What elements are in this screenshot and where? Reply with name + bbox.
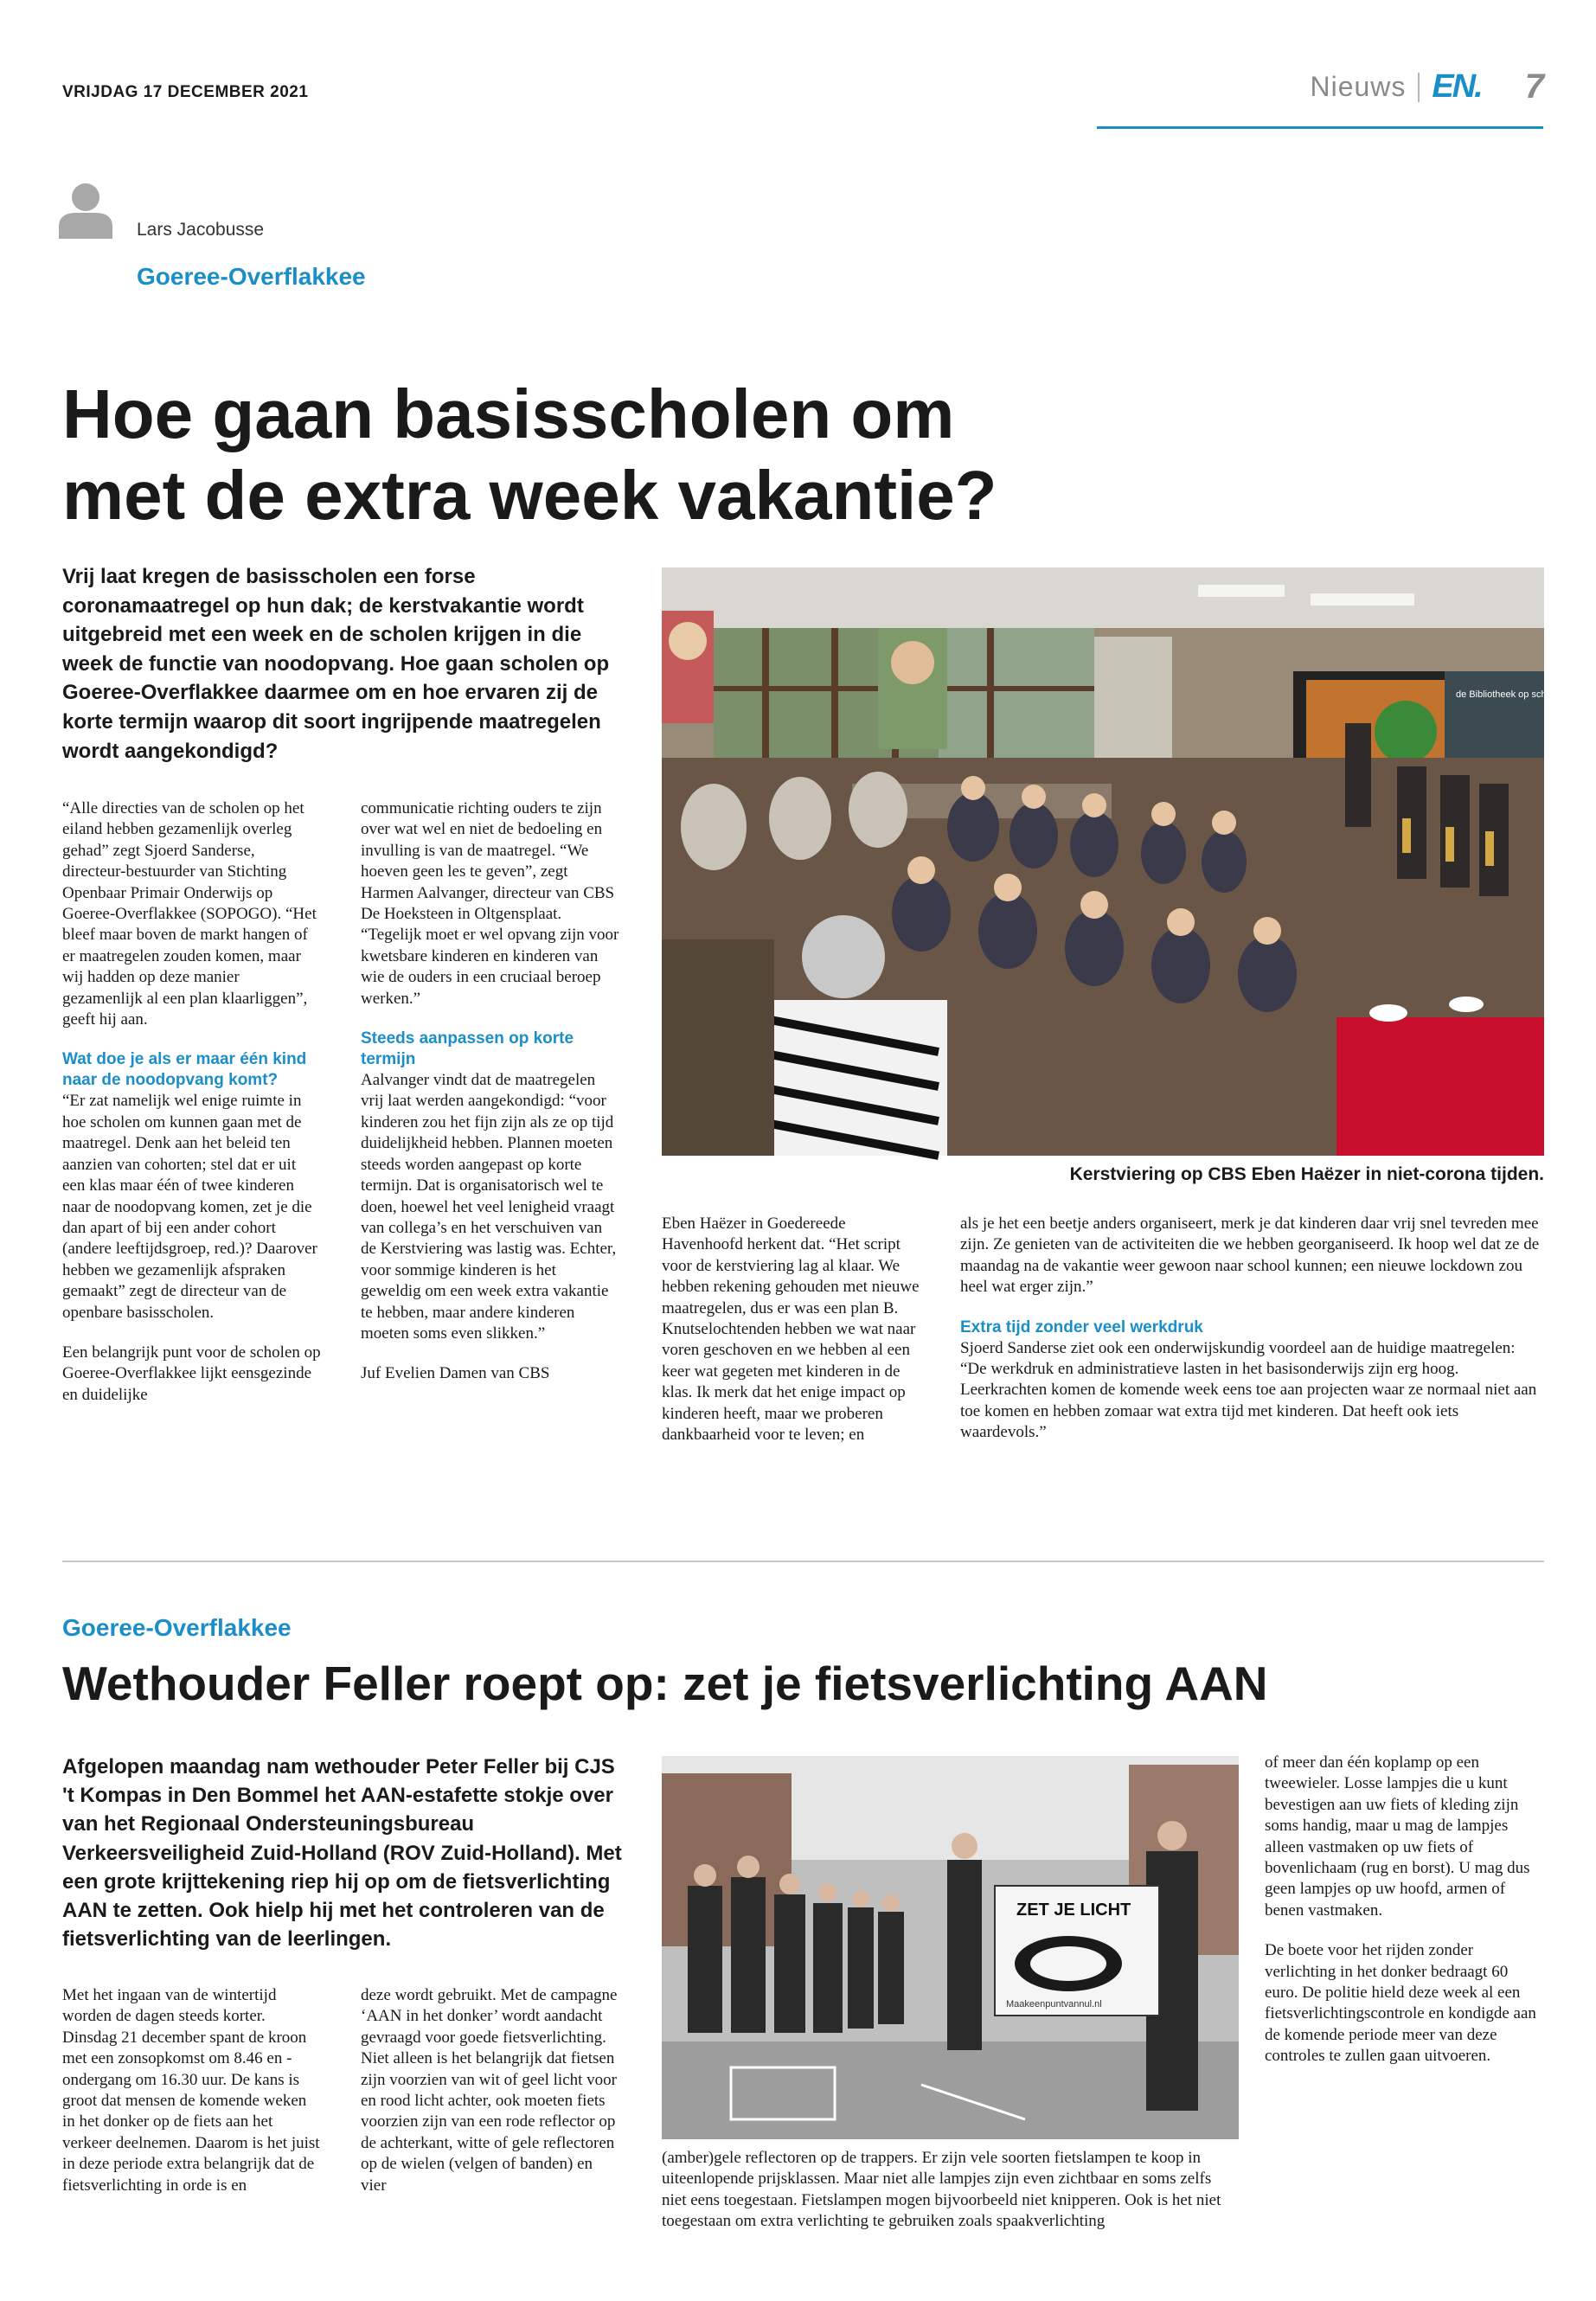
headline-line: Hoe gaan basisscholen om [62, 375, 955, 452]
article-column-2 [361, 798, 620, 1385]
headline-line: met de extra week vakantie? [62, 457, 997, 534]
photo-caption: Kerstviering op CBS Eben Haëzer in niet-corona tijden. [1069, 1164, 1544, 1184]
body-paragraph: communicatie richting ouders te zijn over wat wel en niet de bedoeling en invulling is van de maatregel. “We hoeven geen les te geven”, zegt Harmen Aalvanger, directeur van CBS De Hoeksteen in Oltgensplaat. “Tegelijk moet er wel opvang zijn voor kwetsbare kinderen en kinderen van wie de ouders in een cruciaal beroep werken.” [361, 799, 619, 1008]
subheading: Extra tijd zonder veel werkdruk [960, 1317, 1203, 1336]
header-rule [1097, 126, 1543, 129]
publication-date: VRIJDAG 17 DECEMBER 2021 [62, 83, 309, 101]
page-number: 7 [1524, 67, 1544, 106]
body-paragraph: als je het een beetje anders organiseert, merk je dat kinderen daar vrij snel tevreden mee zijn. Ze genieten van de activiteiten die we hebben georganiseerd. Ik hoop wel dat ze de maandag na de vakantie weer gewoon naar school kunnen; een nieuwe lockdown zou heel wat erger zijn.” [960, 1215, 1540, 1297]
body-paragraph: deze wordt gebruikt. Met de campagne ‘AAN in het donker’ wordt aandacht gevraagd voor goede fietsverlichting. Niet alleen is het belangrijk dat fietsen zijn voorzien van wit of geel licht voor en rood licht achter, ook moeten fiets voorzien zijn van een rode reflector op de achterkant, witte of gele reflectoren op de wielen (velgen of banden) en vier [361, 1986, 618, 2195]
article-lead: Vrij laat kregen de basisscholen een forse coronamaatregel op hun dak; de kerstvakantie wordt uitgebreid met een week en de scholen krijgen in die week de functie van noodopvang. Hoe gaan scholen op Goeree-Overflakkee daarmee om en hoe ervaren zij de korte termijn waarop dit soort ingrijpende maatregelen wordt aangekondigd? [62, 565, 610, 763]
body-paragraph: of meer dan één koplamp op een tweewieler. Losse lampjes die u kunt bevestigen aan uw fiets of kleding zijn soms handig, maar u mag de lampjes alleen vastmaken op uw fiets of bovenlichaam (rug en borst). U mag dus geen lampjes op uw hoofd, armen of benen vastmaken. [1265, 1753, 1530, 1920]
article-column-1 [62, 798, 322, 1406]
banner-url-text: Maakeenpuntvannul.nl [1006, 1999, 1102, 2009]
article2-headline: Wethouder Feller roept op: zet je fietsverlichting AAN [62, 1657, 1268, 1710]
article-headline [62, 374, 1360, 536]
body-paragraph: Juf Evelien Damen van CBS [361, 1364, 550, 1383]
body-paragraph: Aalvanger vindt dat de maatregelen vrij laat werden aangekondigd: “voor kinderen zou het fijn zijn als ze op tijd duidelijkheid hebben. Plannen moeten steeds worden aangepast op korte termijn. Dat is organisatorisch wel te doen, hoewel het veel lenigheid vraagt van collega’s en het verschuiven van de Kerstviering was lastig was. Echter, voor sommige kinderen is het geweldig om een week extra vakantie te hebben, maar andere kinderen moeten soms even slikken.” [361, 1071, 617, 1343]
body-paragraph: (amber)gele reflectoren op de trappers. Er zijn vele soorten fietslampen te koop in uiteenlopende prijsklassen. Maar niet alle lampjes zijn even zichtbaar en soms zelfs niet eens toegestaan. Fietslampen mogen bijvoorbeeld niet knipperen. Ook is het niet toegestaan om extra verlichting te gebruiken zoals spaakverlichting [662, 2149, 1221, 2231]
author-name: Lars Jacobusse [137, 220, 265, 240]
article-column-4 [960, 1214, 1544, 1444]
section-name: Nieuws [1310, 71, 1407, 102]
masthead-separator [1418, 73, 1420, 102]
article2-column-4 [1265, 1753, 1544, 2067]
body-paragraph: Eben Haëzer in Goedereede Havenhoofd herkent dat. “Het script voor de kerstviering lag al klaar. We hebben rekening gehouden met nieuwe maatregelen, dus er was een plan B. Knutselochtenden hebben we wat naar voren geschoven en we hebben al een keer wat gegeten met kinderen in de klas. Ik merk dat het enige impact op kinderen heeft, maar we proberen dankbaarheid voor te leven; en [662, 1215, 920, 1445]
body-paragraph: Een belangrijk punt voor de scholen op Goeree-Overflakkee lijkt eensgezinde en duidelijke [62, 1343, 321, 1404]
banner-text: ZET JE LICHT [1016, 1900, 1131, 1920]
author-avatar-icon [59, 182, 112, 239]
article-region: Goeree-Overflakkee [137, 263, 366, 290]
body-paragraph: De boete voor het rijden zonder verlichting in het donker bedraagt 60 euro. De politie hield deze week al een fietsverlichtingscontrole en kondigde aan de komende periode meer van deze controles te zullen gaan uitvoeren. [1265, 1941, 1536, 2066]
article-photo-christmas [662, 567, 1560, 1156]
body-paragraph: “Alle directies van de scholen op het eiland hebben gezamenlijk overleg gehad” zegt Sjoerd Sanderse, directeur-bestuurder van Stichting Openbaar Primair Onderwijs op Goeree-Overflakkee (SOPOGO). “Het bleef maar boven de markt hangen of er maatregelen zouden komen, maar wij hadden op deze manier gezamenlijk al een plan klaarliggen”, geeft hij aan. [62, 799, 317, 1029]
newspaper-logo: EN. [1432, 68, 1482, 105]
article2-lead: Afgelopen maandag nam wethouder Peter Feller bij CJS 't Kompas in Den Bommel het AAN-estafette stokje over van het Regionaal Ondersteuningsbureau Verkeersveiligheid Zuid-Holland (ROV Zuid-Holland). Met een grote krijttekening riep hij op om de fietsverlichting AAN te zetten. Ook hielp hij met het controleren van de fietsverlichting van de leerlingen. [62, 1755, 622, 1952]
article2-column-2 [361, 1985, 620, 2196]
masthead [1310, 67, 1544, 106]
article-column-3 [662, 1214, 921, 1445]
body-paragraph: Met het ingaan van de wintertijd worden de dagen steeds korter. Dinsdag 21 december spant de kroon met een zonsopkomst om 8.46 en -ondergang om 16.30 uur. De kans is groot dat mensen de komende weken in het donker op de fiets aan het verkeer deelnemen. Daarom is het juist in deze periode extra belangrijk dat de fietsverlichting in orde is en [62, 1986, 320, 2195]
body-paragraph: “Er zat namelijk wel enige ruimte in hoe scholen om kunnen gaan met de maatregel. Denk aan het beleid ten aanzien van cohorten; stel dat er uit een klas maar één of twee kinderen naar de noodopvang komen, zet je die dan apart of bij een ander cohort (andere leeftijdsgroep, red.)? Daarover hebben we gezamenlijk afspraken gemaakt” zegt de directeur van de openbare basisscholen. [62, 1092, 317, 1322]
article2-column-3 [662, 2148, 1239, 2233]
article-divider [62, 1561, 1544, 1562]
article2-region: Goeree-Overflakkee [62, 1614, 292, 1641]
library-sign-text: de Bibliotheek op school [1456, 689, 1560, 700]
subheading: Wat doe je als er maar één kind naar de noodopvang komt? [62, 1050, 307, 1090]
article2-column-1 [62, 1985, 322, 2196]
subheading: Steeds aanpassen op korte termijn [361, 1029, 574, 1069]
article2-photo-bike-lights [662, 1756, 1239, 2139]
body-paragraph: Sjoerd Sanderse ziet ook een onderwijskundig voordeel aan de huidige maatregelen: “De werkdruk en administratieve lasten in het basisonderwijs zijn erg hoog. Leerkrachten komen de komende week eens toe aan projecten waar ze normaal niet aan toe komen en hebben zomaar wat extra tijd met kinderen. Dat heeft ook iets waardevols.” [960, 1338, 1537, 1442]
